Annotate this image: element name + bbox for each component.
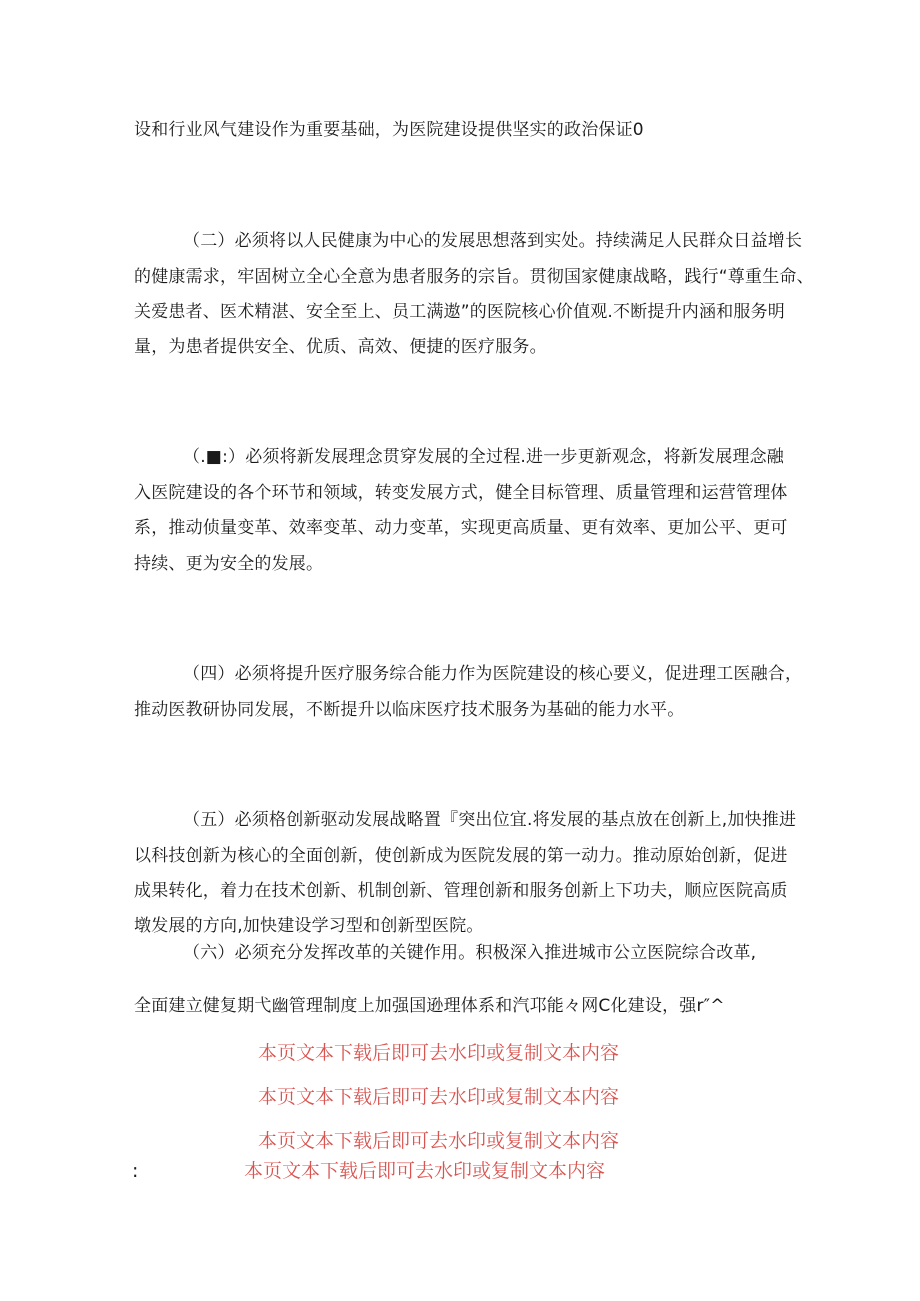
body-line: 的健康需求，牢固树立全心全意为患者服务的宗旨。贯彻国家健康战略，践行“尊重生命、	[134, 267, 814, 287]
body-line: 墩发展的方向,加快建设学习型和创新型医院。	[134, 916, 484, 936]
body-line: 量，为患者提供安全、优质、高效、便捷的医疗服务。	[134, 337, 547, 357]
body-line: （.■:）必须将新发展理念贯穿发展的全过程.进一步更新观念，将新发展理念融	[183, 447, 784, 467]
body-line: 关爱患者、医术精湛、安全至上、员工满遨”的医院核心价值观.不断提升内涵和服务明	[134, 302, 786, 322]
watermark-text: 本页文本下载后即可去水印或复制文本内容	[258, 1086, 620, 1108]
watermark-text: 本页文本下载后即可去水印或复制文本内容	[258, 1130, 620, 1152]
body-line: 成果转化，着力在技术创新、机制创新、管理创新和服务创新上下功夫，顺应医院高质	[134, 881, 788, 901]
body-line: 持续、更为安全的发展。	[134, 554, 324, 574]
body-line: 系，推动侦量变革、效率变革、动力变革，实现更高质量、更有效率、更加公平、更可	[134, 518, 788, 538]
body-line: 设和行业风气建设作为重要基础，为医院建设提供坚实的政治保证0	[134, 120, 644, 140]
body-line: （六）必须充分发挥改革的关键作用。积极深入推进城市公立医院综合改革,	[183, 943, 757, 963]
stray-mark: :	[132, 1160, 139, 1182]
body-line: （二）必须将以人民健康为中心的发展思想落到实处。持续满足人民群众日益增长	[183, 231, 803, 251]
watermark-text: 本页文本下载后即可去水印或复制文本内容	[244, 1160, 606, 1182]
body-line: （五）必须格创新驱动发展战略置『突出位宜.将发展的基点放在创新上,加快推进	[183, 810, 797, 830]
body-line: （四）必须将提升医疗服务综合能力作为医院建设的核心要义，促进理工医融合，	[183, 664, 803, 684]
body-line: 推动医教研协同发展，不断提升以临床医疗技术服务为基础的能力水平。	[134, 700, 685, 720]
body-line: 以科技创新为核心的全面创新，使创新成为医院发展的第一动力。推动原始创新，促进	[134, 846, 788, 866]
body-line: 入医院建设的各个环节和领域，转变发展方式，健全目标管理、质量管理和运营管理体	[134, 483, 788, 503]
watermark-text: 本页文本下载后即可去水印或复制文本内容	[258, 1042, 620, 1064]
body-line: 全面建立健复期弋幽管理制度上加强国逊理体系和汽邛能々网C化建设，强r″^	[134, 996, 725, 1016]
